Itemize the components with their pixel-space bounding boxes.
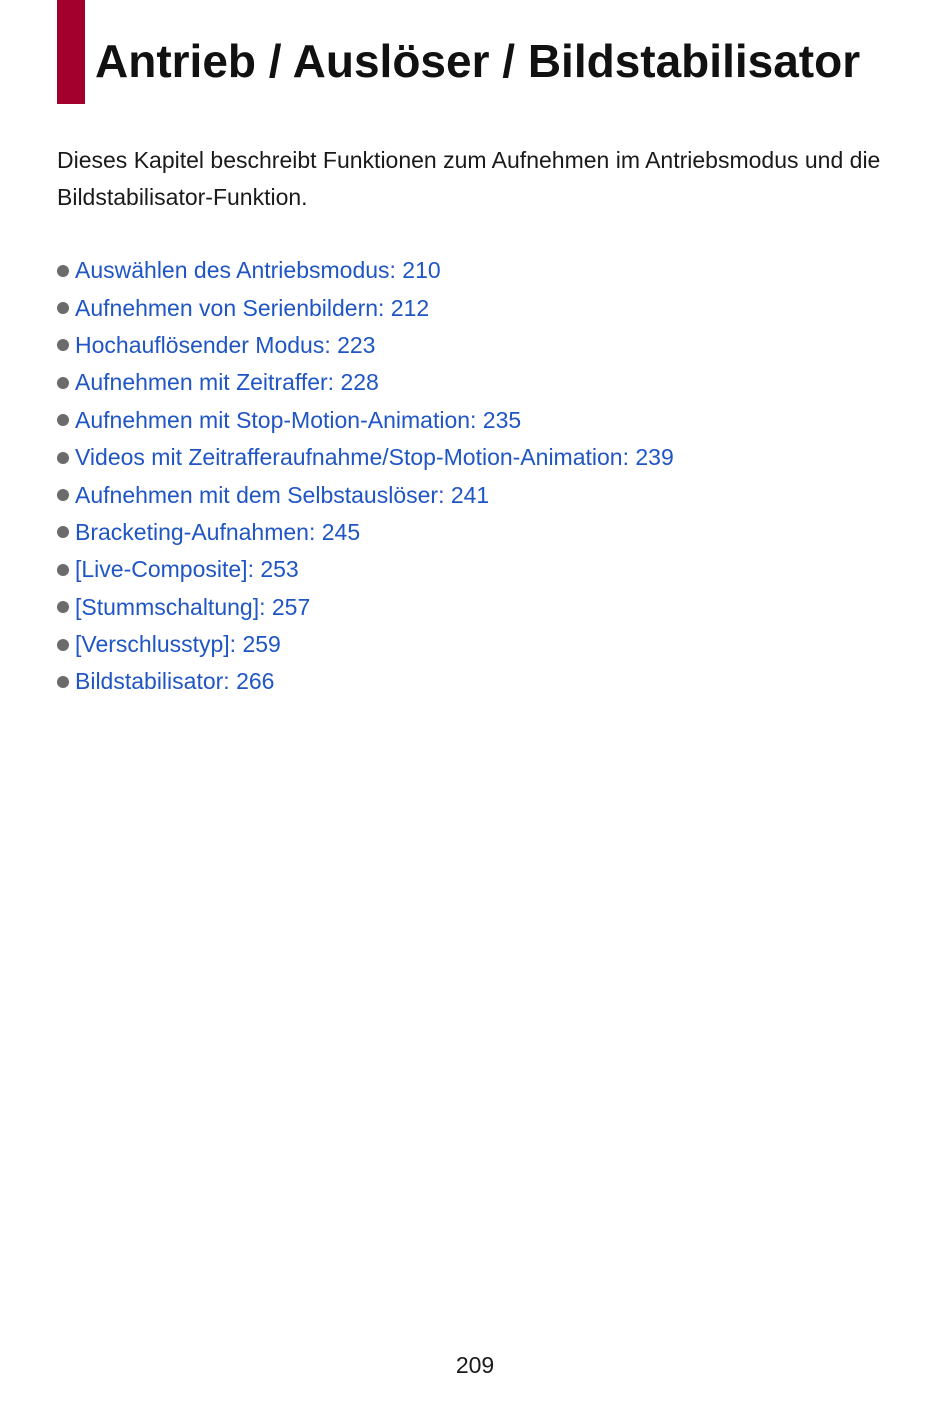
- bullet-icon: [57, 564, 69, 576]
- toc-link[interactable]: Bracketing-Aufnahmen: 245: [75, 518, 361, 545]
- toc-link[interactable]: [Live-Composite]: 253: [75, 556, 299, 583]
- toc-link[interactable]: Hochauflösender Modus: 223: [75, 331, 376, 358]
- bullet-icon: [57, 489, 69, 501]
- toc-link[interactable]: Aufnehmen mit Stop-Motion-Animation: 235: [75, 406, 522, 433]
- toc-link[interactable]: [Verschlusstyp]: 259: [75, 631, 281, 658]
- bullet-icon: [57, 302, 69, 314]
- bullet-icon: [57, 414, 69, 426]
- bullet-icon: [57, 639, 69, 651]
- toc-item: [57, 663, 674, 700]
- toc-item: [57, 402, 674, 439]
- page-title: Antrieb / Auslöser / Bildstabilisator: [95, 35, 861, 87]
- toc-link[interactable]: [Stummschaltung]: 257: [75, 593, 311, 620]
- toc-item: [57, 476, 674, 513]
- bullet-icon: [57, 526, 69, 538]
- bullet-icon: [57, 377, 69, 389]
- toc-item: [57, 364, 674, 401]
- toc-link[interactable]: Aufnehmen mit Zeitraffer: 228: [75, 369, 379, 396]
- bullet-icon: [57, 265, 69, 277]
- bullet-icon: [57, 601, 69, 613]
- chapter-toc-list: [57, 252, 674, 701]
- toc-link[interactable]: Bildstabilisator: 266: [75, 668, 275, 695]
- toc-link[interactable]: Aufnehmen mit dem Selbstauslöser: 241: [75, 481, 490, 508]
- toc-item: [57, 289, 674, 326]
- bullet-icon: [57, 676, 69, 688]
- toc-link[interactable]: Aufnehmen von Serienbildern: 212: [75, 294, 430, 321]
- toc-item: [57, 551, 674, 588]
- title-accent-bar: [57, 0, 85, 104]
- toc-item: [57, 252, 674, 289]
- toc-link[interactable]: Videos mit Zeitrafferaufnahme/Stop-Motion-Animation: 239: [75, 444, 674, 471]
- intro-paragraph: Dieses Kapitel beschreibt Funktionen zum Aufnehmen im Antriebsmodus und die Bildstabilisator-Funktion.: [57, 147, 881, 210]
- toc-item: [57, 514, 674, 551]
- toc-item: [57, 626, 674, 663]
- toc-link[interactable]: Auswählen des Antriebsmodus: 210: [75, 257, 441, 284]
- page-number: 209: [455, 1352, 495, 1378]
- toc-item: [57, 439, 674, 476]
- toc-item: [57, 589, 674, 626]
- bullet-icon: [57, 452, 69, 464]
- bullet-icon: [57, 339, 69, 351]
- toc-item: [57, 327, 674, 364]
